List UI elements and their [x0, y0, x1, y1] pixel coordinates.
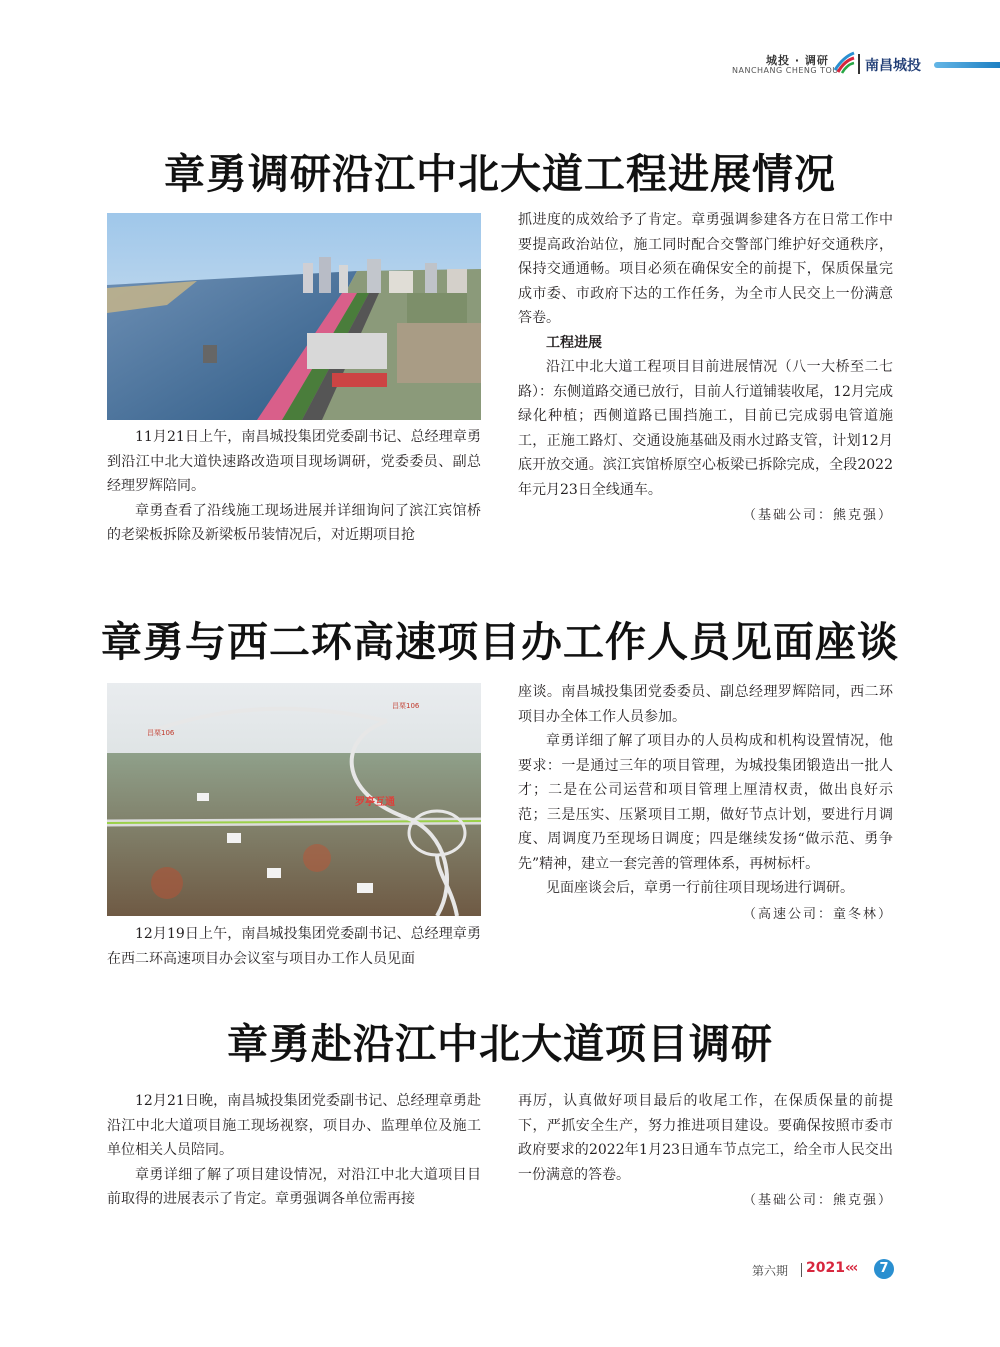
- page-number: 7: [874, 1259, 894, 1279]
- article-2-credit: （高速公司：童冬林）: [742, 906, 893, 922]
- article-1-paragraph: 章勇查看了沿线施工现场进展并详细询问了滨江宾馆桥的老梁板拆除及新梁板吊装情况后，对近期项目抢: [107, 502, 481, 543]
- year-label: 2021: [806, 1260, 845, 1276]
- photo-label: 昌栗106: [147, 729, 175, 737]
- interchange-aerial-photo: [107, 683, 481, 916]
- article-2-title: 章勇与西二环高速项目办工作人员见面座谈: [101, 618, 899, 666]
- article-2-paragraph: 座谈。南昌城投集团党委委员、副总经理罗辉陪同，西二环项目办全体工作人员参加。: [518, 684, 893, 725]
- brand-name: 南昌城投: [865, 58, 921, 74]
- article-3-paragraph: 再厉，认真做好项目最后的收尾工作，在保质保量的前提下，严抓安全生产，努力推进项目建设。要确保按照市委市政府要求的2022年1月23日通车节点完工，给全市人民交出一份满意的答卷。: [518, 1093, 893, 1183]
- nanchang-chengtou-logo-icon: [832, 50, 856, 78]
- photo-label: 罗亭互通: [355, 797, 395, 808]
- article-1-paragraph: 抓进度的成效给予了肯定。章勇强调参建各方在日常工作中要提高政治站位，施工同时配合交警部门维护好交通秩序，保持交通通畅。项目必须在确保安全的前提下，保质保量完成市委、市政府下达的工作任务，为全市人民交上一份满意答卷。: [518, 212, 893, 326]
- article-1-credit: （基础公司：熊克强）: [742, 508, 893, 523]
- article-2-paragraph: 12月19日上午，南昌城投集团党委副书记、总经理章勇在西二环高速项目办会议室与项目办工作人员见面: [107, 926, 481, 967]
- issue-label: 第六期: [752, 1264, 789, 1278]
- article-1-subhead: 工程进展: [546, 334, 602, 351]
- article-1-title: 章勇调研沿江中北大道工程进展情况: [164, 150, 836, 198]
- article-2-paragraph: 见面座谈会后，章勇一行前往项目现场进行调研。: [546, 880, 854, 896]
- article-1-paragraph: 11月21日上午，南昌城投集团党委副书记、总经理章勇到沿江中北大道快速路改造项目现场调研，党委委员、副总经理罗辉陪同。: [107, 429, 481, 494]
- article-3-paragraph: 12月21日晚，南昌城投集团党委副书记、总经理章勇赴沿江中北大道项目施工现场视察，项目办、监理单位及施工单位相关人员陪同。: [107, 1093, 481, 1158]
- column-title: 城投 · 调研: [766, 54, 829, 67]
- header-accent-bar: [934, 62, 1000, 68]
- chevron-left-icon: ‹‹‹: [845, 1260, 857, 1276]
- footer-divider: [801, 1263, 802, 1277]
- header-divider: [858, 54, 860, 74]
- article-3-paragraph: 章勇详细了解了项目建设情况，对沿江中北大道项目目前取得的进展表示了肯定。章勇强调各单位需再接: [107, 1166, 481, 1207]
- article-3-credit: （基础公司：熊克强）: [742, 1193, 893, 1208]
- article-2-paragraph: 章勇详细了解了项目办的人员构成和机构设置情况，他要求：一是通过三年的项目管理，为城投集团锻造出一批人才；二是在公司运营和项目管理上厘清权责，做出良好示范；三是压实、压紧项目工期，做好节点计划，要进行月调度、周调度乃至现场日调度；四是继续发扬“做示范、勇争先”精神，建立一套完善的管理体系，再树标杆。: [518, 733, 893, 872]
- column-subtitle: NANCHANG CHENG TOU: [732, 66, 839, 75]
- article-1-paragraph: 沿江中北大道工程项目目前进展情况（八一大桥至二七路）：东侧道路交通已放行，目前人行道铺装收尾，12月完成绿化种植；西侧道路已围挡施工，目前已完成弱电管道施工，正施工路灯、交通设施基础及雨水过路支管，计划12月底开放交通。滨江宾馆桥原空心板梁已拆除完成，全段2022年元月23日全线通车。: [518, 359, 893, 498]
- photo-label: 昌栗106: [392, 702, 420, 710]
- riverside-road-aerial-photo: [107, 213, 481, 420]
- article-3-title: 章勇赴沿江中北大道项目调研: [227, 1020, 773, 1068]
